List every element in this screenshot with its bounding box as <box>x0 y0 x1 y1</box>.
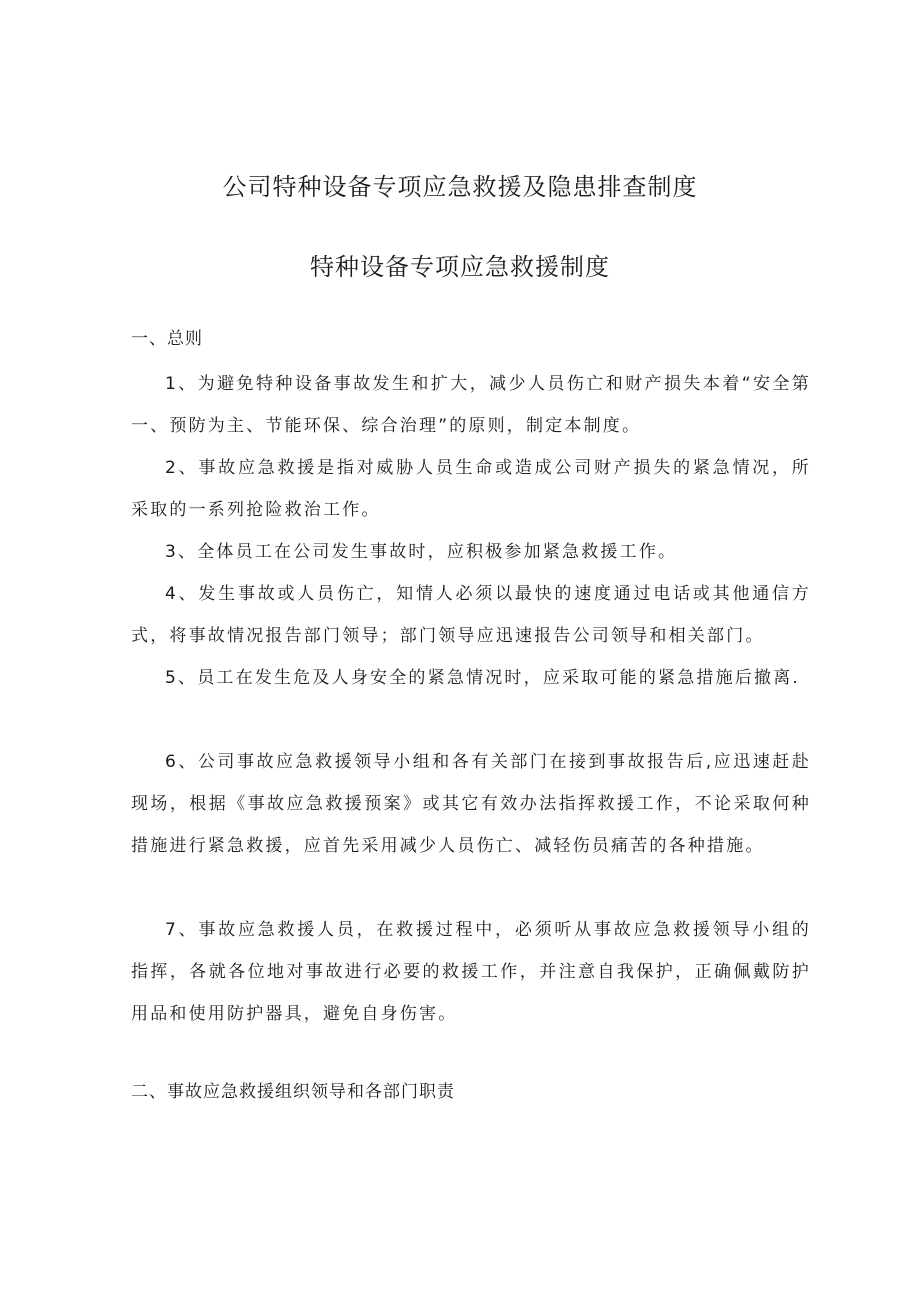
paragraph-1: 1、为避免特种设备事故发生和扩大，减少人员伤亡和财产损失本着“安全第一、预防为主、节能环保、综合治理”的原则，制定本制度。 <box>131 374 811 436</box>
section-heading-general: 一、总则 <box>131 329 203 349</box>
section-heading-organization: 二、事故应急救援组织领导和各部门职责 <box>131 1082 455 1102</box>
document-title: 公司特种设备专项应急救援及隐患排查制度 <box>222 173 698 201</box>
paragraph-4: 4、发生事故或人员伤亡，知情人必须以最快的速度通过电话或其他通信方式，将事故情况报告部门领导；部门领导应迅速报告公司领导和相关部门。 <box>131 584 811 646</box>
document-subtitle: 特种设备专项应急救援制度 <box>310 253 610 281</box>
paragraph-5: 5、员工在发生危及人身安全的紧急情况时，应采取可能的紧急措施后撤离. <box>165 668 801 688</box>
paragraph-6: 6、公司事故应急救援领导小组和各有关部门在接到事故报告后,应迅速赶赴现场，根据《事故应急救援预案》或其它有效办法指挥救援工作，不论采取何种措施进行紧急救援，应首先采用减少人员伤亡、减轻伤员痛苦的各种措施。 <box>131 752 811 856</box>
paragraph-7: 7、事故应急救援人员，在救援过程中，必须听从事故应急救援领导小组的指挥，各就各位地对事故进行必要的救援工作，并注意自我保护，正确佩戴防护用品和使用防护器具，避免自身伤害。 <box>131 920 811 1024</box>
paragraph-2: 2、事故应急救援是指对威胁人员生命或造成公司财产损失的紧急情况，所采取的一系列抢险救治工作。 <box>131 458 811 520</box>
paragraph-3: 3、全体员工在公司发生事故时，应积极参加紧急救援工作。 <box>165 542 678 562</box>
